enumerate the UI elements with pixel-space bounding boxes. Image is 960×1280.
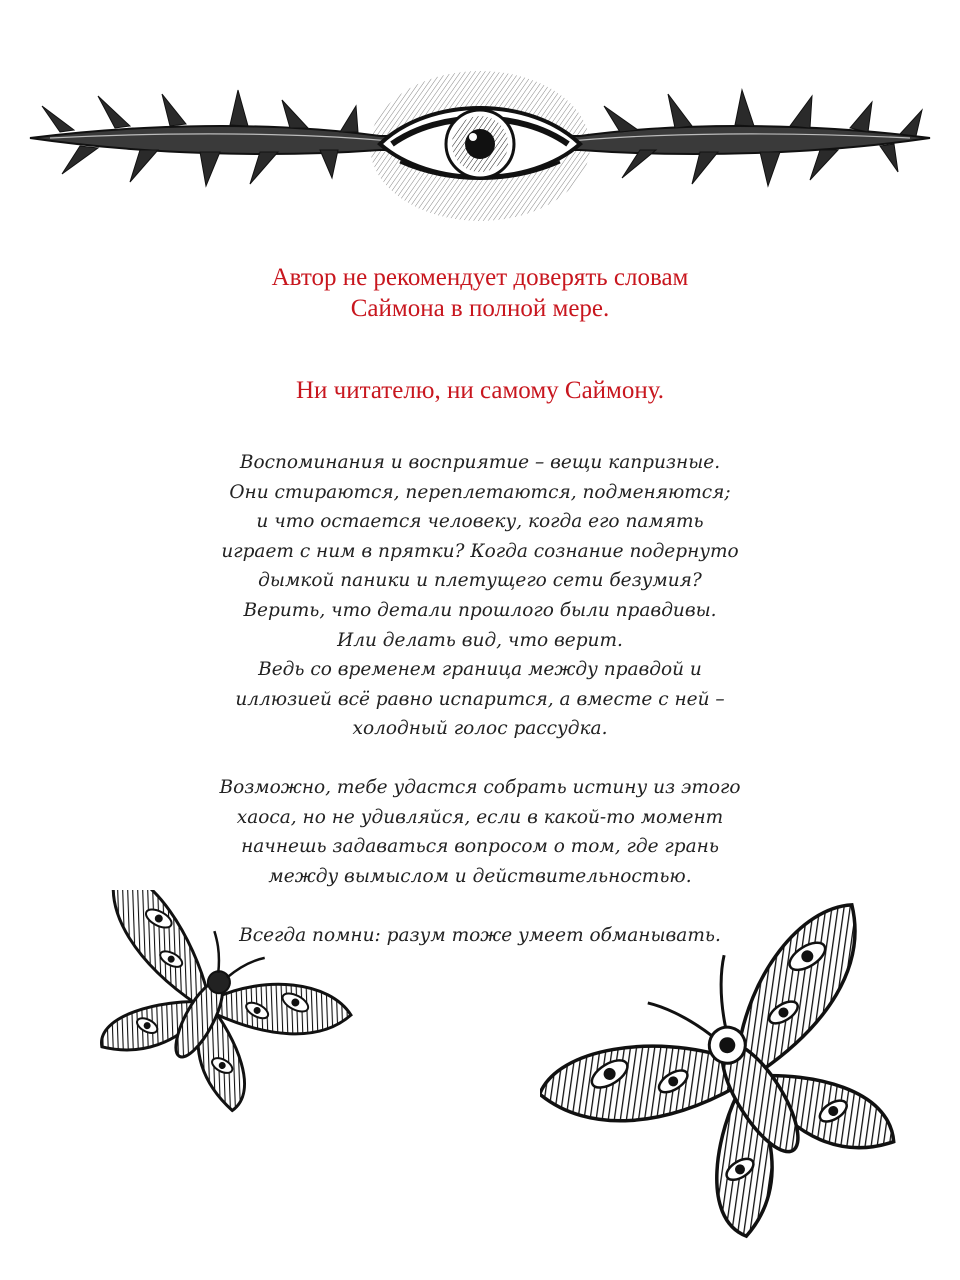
text-line: Ведь со временем граница между правдой и [258,659,702,681]
eyed-moth-icon [540,895,940,1255]
eyed-moth-icon [55,890,355,1115]
thorned-branch-eye-icon [20,66,940,226]
text-line: между вымыслом и действительностью. [268,865,692,887]
text-line: Или делать вид, что верит. [337,629,623,651]
text-line: играет с ним в прятки? Когда сознание подернуто [221,540,739,562]
paragraph-chaos [0,773,960,891]
text-line: холодный голос рассудка. [352,718,608,740]
text-line: и что остается человеку, когда его память [256,511,704,533]
warning-line-3: Ни читателю, ни самому Саймону. [295,377,664,404]
text-line: дымкой паники и плетущего сети безумия? [258,570,702,592]
text-line: иллюзией всё равно испарится, а вместе с ней – [235,688,725,710]
text-line: Всегда помни: разум тоже умеет обманывать. [239,925,721,946]
text-line: Они стираются, переплетаются, подменяются; [229,481,731,503]
warning-line-1: Автор не рекомендует доверять словам [271,264,689,291]
paragraph-memories [0,448,960,744]
author-warning [0,262,960,324]
reader-warning [0,375,960,406]
text-line: начнешь задаваться вопросом о том, где грань [241,836,719,858]
text-line: Верить, что детали прошлого были правдивы. [243,599,717,621]
text-line: Воспоминания и восприятие – вещи капризные. [239,452,721,473]
text-line: Возможно, тебе удастся собрать истину из этого [219,777,741,798]
text-line: хаоса, но не удивляйся, если в какой-то момент [236,806,724,828]
warning-line-2: Саймона в полной мере. [350,295,610,322]
